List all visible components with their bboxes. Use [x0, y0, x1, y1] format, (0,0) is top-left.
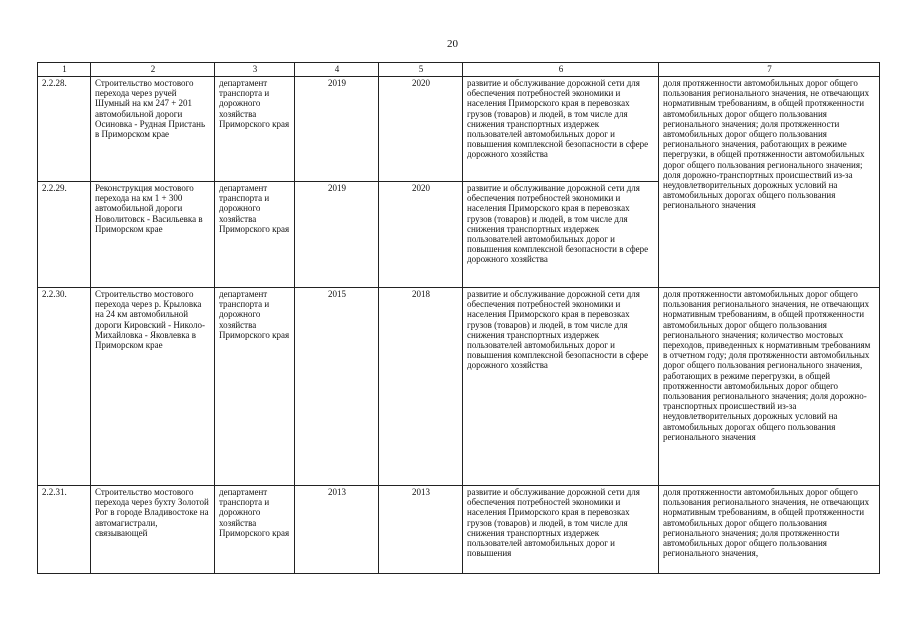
row-start-year: 2019: [295, 182, 379, 288]
row-code: 2.2.31.: [38, 486, 91, 574]
col-header-3: 3: [215, 63, 295, 77]
page-number: 20: [447, 38, 458, 50]
row-name: Строительство мостового перехода через бухту Золотой Рог в городе Владивостоке на автомагистрали, связывающей: [91, 486, 215, 574]
row-end-year: 2018: [379, 288, 463, 486]
row-goal: развитие и обслуживание дорожной сети для обеспечения потребностей экономики и населения Приморского края в перевозках грузов (товаров) и людей, в том числе для снижения транспортных издержек пользователей автомобильных дорог и повышения комплексной безопасности в сфере дорожного хозяйства: [463, 77, 659, 182]
row-indicators: доля протяженности автомобильных дорог общего пользования регионального значения, не отвечающих нормативным требованиям, в общей протяженности автомобильных дорог общего пользования регионального значения; доля протяженности автомобильных дорог общего пользования регионального значения,: [659, 486, 880, 574]
row-goal: развитие и обслуживание дорожной сети для обеспечения потребностей экономики и населения Приморского края в перевозках грузов (товаров) и людей, в том числе для снижения транспортных издержек пользователей автомобильных дорог и повышения комплексной безопасности в сфере дорожного хозяйства: [463, 182, 659, 288]
col-header-4: 4: [295, 63, 379, 77]
col-header-1: 1: [38, 63, 91, 77]
row-code: 2.2.28.: [38, 77, 91, 182]
row-indicators-merged: доля протяженности автомобильных дорог общего пользования регионального значения, не отвечающих нормативным требованиям, в общей протяженности автомобильных дорог общего пользования регионального значения; доля протяженности автомобильных дорог общего пользования регионального значения, работающих в режиме перегрузки, в общей протяженности автомобильных дорог общего пользования регионального значения; доля дорожно-транспортных происшествий из-за неудовлетворительных дорожных условий на автомобильных дорогах общего пользования регионального значения: [659, 77, 880, 288]
row-executor: департамент транспорта и дорожного хозяйства Приморского края: [215, 77, 295, 182]
row-name: Реконструкция мостового перехода на км 1 + 300 автомобильной дороги Новолитовск - Васильевка в Приморском крае: [91, 182, 215, 288]
row-goal: развитие и обслуживание дорожной сети для обеспечения потребностей экономики и населения Приморского края в перевозках грузов (товаров) и людей, в том числе для снижения транспортных издержек пользователей автомобильных дорог и повышения: [463, 486, 659, 574]
row-start-year: 2015: [295, 288, 379, 486]
col-header-5: 5: [379, 63, 463, 77]
row-end-year: 2020: [379, 182, 463, 288]
row-end-year: 2020: [379, 77, 463, 182]
table-row: [38, 486, 880, 574]
row-name: Строительство мостового перехода через ручей Шумный на км 247 + 201 автомобильной дороги Осиновка - Рудная Пристань в Приморском крае: [91, 77, 215, 182]
row-code: 2.2.30.: [38, 288, 91, 486]
row-name: Строительство мостового перехода через р. Крыловка на 24 км автомобильной дороги Кировский - Николо-Михайловка - Яковлевка в Приморском крае: [91, 288, 215, 486]
row-executor: департамент транспорта и дорожного хозяйства Приморского края: [215, 486, 295, 574]
header-row: [38, 63, 880, 77]
row-end-year: 2013: [379, 486, 463, 574]
col-header-2: 2: [91, 63, 215, 77]
col-header-7: 7: [659, 63, 880, 77]
table-row: [38, 288, 880, 486]
row-start-year: 2013: [295, 486, 379, 574]
row-start-year: 2019: [295, 77, 379, 182]
row-code: 2.2.29.: [38, 182, 91, 288]
row-executor: департамент транспорта и дорожного хозяйства Приморского края: [215, 182, 295, 288]
program-table: [37, 62, 880, 574]
row-goal: развитие и обслуживание дорожной сети для обеспечения потребностей экономики и населения Приморского края в перевозках грузов (товаров) и людей, в том числе для снижения транспортных издержек пользователей автомобильных дорог и повышения комплексной безопасности в сфере дорожного хозяйства: [463, 288, 659, 486]
col-header-6: 6: [463, 63, 659, 77]
row-indicators: доля протяженности автомобильных дорог общего пользования регионального значения, не отвечающих нормативным требованиям, в общей протяженности автомобильных дорог общего пользования регионального значения; количество мостовых переходов, приведенных к нормативным требованиям в отчетном году; доля протяженности автомобильных дорог общего пользования регионального значения, работающих в режиме перегрузки, в общей протяженности автомобильных дорог общего пользования регионального значения; доля дорожно-транспортных происшествий из-за неудовлетворительных дорожных условий на автомобильных дорогах общего пользования регионального значения: [659, 288, 880, 486]
table-row: [38, 77, 880, 182]
row-executor: департамент транспорта и дорожного хозяйства Приморского края: [215, 288, 295, 486]
